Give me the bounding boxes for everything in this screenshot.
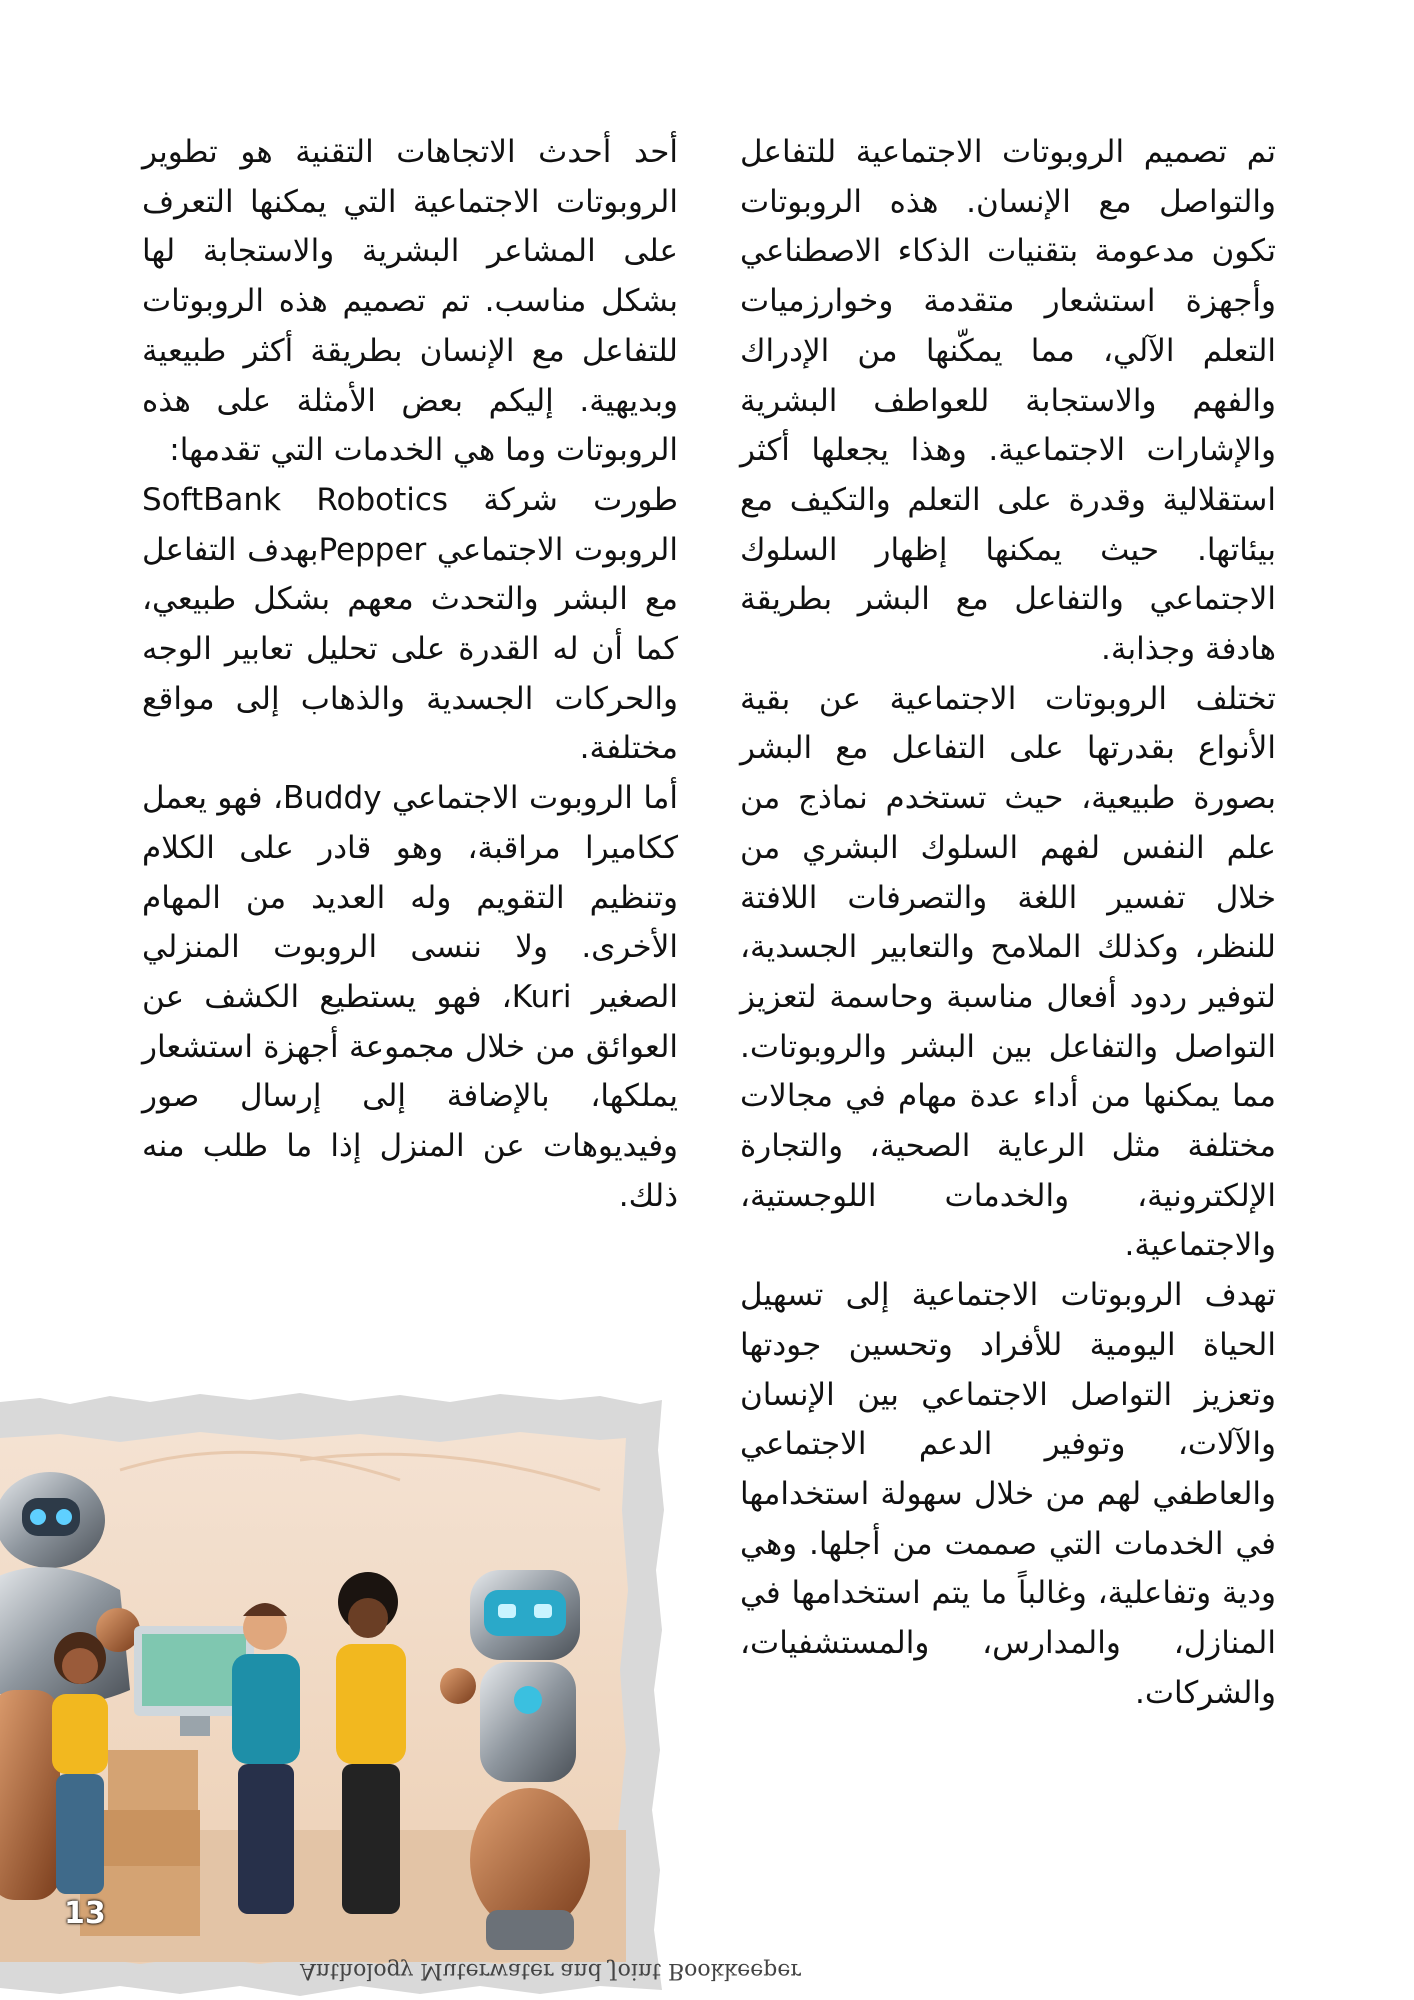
girl-figure [52, 1632, 108, 1894]
paragraph: تهدف الروبوتات الاجتماعية إلى تسهيل الحياة اليومية للأفراد وتحسين جودتها وتعزيز التواصل الاجتماعي بين الإنسان والآلات، وتوفير الدعم الاجتماعي والعاطفي لهم من خلال سهولة استخدامها في الخدمات التي صممت من أجلها. وهي ودية وتفاعلية، وغالباً ما يتم استخدامها في المنازل، والمدارس، والمستشفيات، والشركات. [740, 1277, 1276, 1711]
mirrored-caption: Anthology Muterwater and Joint Bookkeeper [300, 1958, 801, 1983]
paragraph: أحد أحدث الاتجاهات التقنية هو تطوير الروبوتات الاجتماعية التي يمكنها التعرف على المشاعر البشرية والاستجابة لها بشكل مناسب. تم تصميم هذه الروبوتات للتفاعل مع الإنسان بطريقة أكثر طبيعية وبديهية. إليكم بعض الأمثلة على هذه الروبوتات وما هي الخدمات التي تقدمها: [142, 134, 678, 469]
paragraph: تم تصميم الروبوتات الاجتماعية للتفاعل والتواصل مع الإنسان. هذه الروبوتات تكون مدعومة بتقنيات الذكاء الاصطناعي وأجهزة استشعار متقدمة وخوارزميات التعلم الآلي، مما يمكّنها من الإدراك والفهم والاستجابة للعواطف البشرية والإشارات الاجتماعية. وهذا يجعلها أكثر استقلالية وقدرة على التعلم والتكيف مع بيئاتها. حيث يمكنها إظهار السلوك الاجتماعي والتفاعل مع البشر بطريقة هادفة وجذابة. [740, 134, 1276, 668]
page-number: 13 [64, 1896, 106, 1931]
paragraph: تختلف الروبوتات الاجتماعية عن بقية الأنواع بقدرتها على التفاعل مع البشر بصورة طبيعية، حيث تستخدم نماذج من علم النفس لفهم السلوك البشري من خلال تفسير اللغة والتصرفات اللافتة للنظر، وكذلك الملامح والتعابير الجسدية، لتوفير ردود أفعال مناسبة وحاسمة لتعزيز التواصل والتفاعل بين البشر والروبوتات. مما يمكنها من أداء عدة مهام في مجالات مختلفة مثل الرعاية الصحية، والتجارة الإلكترونية، والخدمات اللوجستية، والاجتماعية. [740, 680, 1276, 1264]
right-text-column [740, 128, 1276, 1719]
left-text-column [142, 128, 678, 1221]
paragraph: أما الروبوت الاجتماعي Buddy، فهو يعمل ككاميرا مراقبة، وهو قادر على الكلام وتنظيم التقويم وله العديد من المهام الأخرى. ولا ننسى الروبوت المنزلي الصغير Kuri، فهو يستطيع الكشف عن العوائق من خلال مجموعة أجهزة استشعار يملكها، بالإضافة إلى إرسال صور وفيديوهات عن المنزل إذا ما طلب منه ذلك. [142, 780, 678, 1214]
paragraph: طورت شركة SoftBank Robotics الروبوت الاجتماعي Pepperبهدف التفاعل مع البشر والتحدث معهم بشكل طبيعي، كما أن له القدرة على تحليل تعابير الوجه والحركات الجسدية والذهاب إلى مواقع مختلفة. [142, 481, 679, 767]
